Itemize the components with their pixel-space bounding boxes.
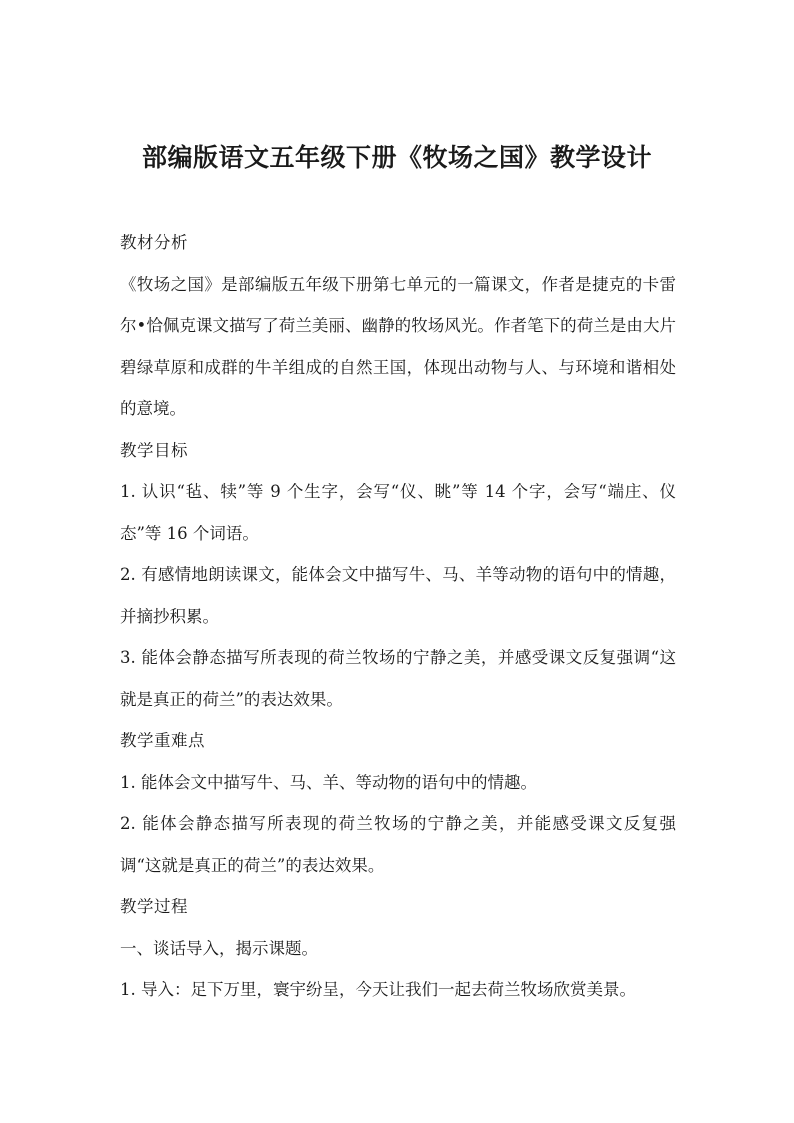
paragraph-process-step-1: 一、谈话导入，揭示课题。 xyxy=(120,938,318,958)
section-heading-teaching-goals: 教学目标 xyxy=(120,440,188,460)
paragraph-goal-1: 1. 认识“毡、犊”等 9 个生字，会写“仪、眺”等 14 个字，会写“端庄、仪态”等 16 个词语。 xyxy=(120,482,676,543)
section-heading-key-points: 教学重难点 xyxy=(120,731,205,750)
paragraph-goal-3: 3. 能体会静态描写所表现的荷兰牧场的宁静之美，并感受课文反复强调“这就是真正的荷兰”的表达效果。 xyxy=(120,648,676,709)
document-title: 部编版语文五年级下册《牧场之国》教学设计 xyxy=(141,143,652,172)
document-body xyxy=(120,222,676,1011)
paragraph-process-intro: 1. 导入：足下万里，寰宇纷呈，今天让我们一起去荷兰牧场欣赏美景。 xyxy=(120,980,636,999)
paragraph-material-analysis: 《牧场之国》是部编版五年级下册第七单元的一篇课文，作者是捷克的卡雷尔•恰佩克课文描写了荷兰美丽、幽静的牧场风光。作者笔下的荷兰是由大片碧绿草原和成群的牛羊组成的自然王国，体现出动物与人、与环境和谐相处的意境。 xyxy=(120,274,676,418)
section-heading-teaching-process: 教学过程 xyxy=(120,897,188,916)
paragraph-key-point-2: 2. 能体会静态描写所表现的荷兰牧场的宁静之美，并能感受课文反复强调“这就是真正的荷兰”的表达效果。 xyxy=(120,814,676,875)
section-heading-material-analysis: 教材分析 xyxy=(120,233,188,252)
paragraph-goal-2: 2. 有感情地朗读课文，能体会文中描写牛、马、羊等动物的语句中的情趣，并摘抄积累。 xyxy=(120,565,676,626)
paragraph-key-point-1: 1. 能体会文中描写牛、马、羊、等动物的语句中的情趣。 xyxy=(120,772,537,792)
